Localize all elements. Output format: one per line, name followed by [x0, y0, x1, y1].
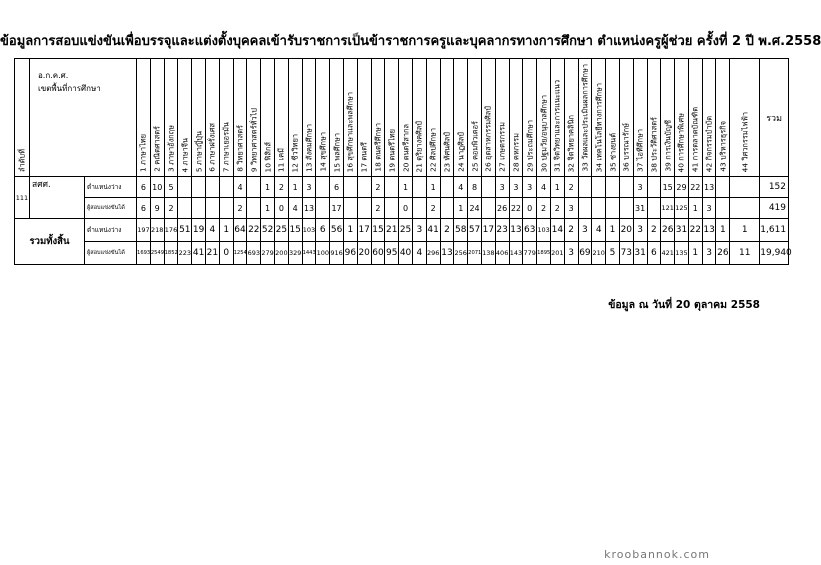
- value-cell: [481, 198, 495, 219]
- value-cell: [385, 177, 399, 198]
- value-cell: 25: [399, 219, 413, 242]
- row-label: ตำแหน่งว่าง: [85, 219, 137, 242]
- value-cell: 3: [578, 219, 592, 242]
- subject-header: 6 ภาษาฝรั่งเศส: [206, 59, 220, 177]
- value-cell: 1: [426, 177, 440, 198]
- value-cell: 73: [619, 242, 633, 265]
- value-cell: 138: [481, 242, 495, 265]
- value-cell: 13: [702, 219, 716, 242]
- row-label: ผู้สอบแข่งขันได้: [85, 198, 137, 219]
- value-cell: 2: [564, 219, 578, 242]
- value-cell: [578, 177, 592, 198]
- value-cell: 52: [261, 219, 275, 242]
- value-cell: [192, 177, 206, 198]
- subject-header: 11 เคมี: [274, 59, 288, 177]
- value-cell: 103: [302, 219, 316, 242]
- value-cell: [716, 198, 730, 219]
- value-cell: 3: [702, 198, 716, 219]
- value-cell: [592, 177, 606, 198]
- subject-header: 43 บริหารธุรกิจ: [716, 59, 730, 177]
- subject-header: 37 ไอทีศึกษา: [633, 59, 647, 177]
- value-cell: 21: [206, 242, 220, 265]
- subject-header: 4 ภาษาจีน: [178, 59, 192, 177]
- value-cell: 4: [412, 242, 426, 265]
- value-cell: [619, 198, 633, 219]
- value-cell: 14: [550, 219, 564, 242]
- value-cell: 3: [509, 177, 523, 198]
- value-cell: [178, 198, 192, 219]
- value-cell: 1895: [537, 242, 551, 265]
- value-cell: 223: [178, 242, 192, 265]
- value-cell: [178, 177, 192, 198]
- value-cell: 15: [371, 219, 385, 242]
- value-cell: 210: [592, 242, 606, 265]
- value-cell: [730, 177, 760, 198]
- subject-header: 35 ช่างยนต์: [606, 59, 620, 177]
- value-cell: 3: [302, 177, 316, 198]
- value-cell: 41: [426, 219, 440, 242]
- value-cell: [247, 198, 261, 219]
- area-name: สศศ.: [30, 177, 85, 219]
- value-cell: 0: [399, 198, 413, 219]
- subject-header: 8 วิทยาศาสตร์: [233, 59, 247, 177]
- value-cell: 3: [412, 219, 426, 242]
- value-cell: 100: [316, 242, 330, 265]
- value-cell: 25: [274, 219, 288, 242]
- value-cell: 1: [288, 177, 302, 198]
- subject-header: 31 จิตวิทยาและการแนะแนว: [550, 59, 564, 177]
- subject-header: 26 อุตสาหกรรมศิลป์: [481, 59, 495, 177]
- value-cell: 2: [371, 198, 385, 219]
- value-cell: [730, 198, 760, 219]
- value-cell: 2: [233, 198, 247, 219]
- value-cell: [412, 177, 426, 198]
- value-cell: 201: [550, 242, 564, 265]
- value-cell: 5: [606, 242, 620, 265]
- value-cell: 1: [606, 219, 620, 242]
- value-cell: 2: [371, 177, 385, 198]
- value-cell: 51: [178, 219, 192, 242]
- value-cell: 125: [675, 198, 689, 219]
- value-cell: 3: [523, 177, 537, 198]
- value-cell: 17: [357, 219, 371, 242]
- value-cell: 13: [702, 177, 716, 198]
- value-cell: 0: [523, 198, 537, 219]
- value-cell: 57: [468, 219, 482, 242]
- value-cell: [592, 198, 606, 219]
- value-cell: [206, 177, 220, 198]
- value-cell: 279: [261, 242, 275, 265]
- value-cell: 10: [150, 177, 164, 198]
- subject-header: 42 กิจกรรมบำบัด: [702, 59, 716, 177]
- value-cell: 1: [399, 177, 413, 198]
- value-cell: [316, 198, 330, 219]
- value-cell: 20: [357, 242, 371, 265]
- value-cell: 1: [454, 198, 468, 219]
- value-cell: 693: [247, 242, 261, 265]
- value-cell: 3: [495, 177, 509, 198]
- subject-header: 23 ทัศนศิลป์: [440, 59, 454, 177]
- value-cell: 22: [247, 219, 261, 242]
- value-cell: 3: [633, 219, 647, 242]
- subject-header: 9 วิทยาศาสตร์ทั่วไป: [247, 59, 261, 177]
- value-cell: 17: [330, 198, 344, 219]
- value-cell: 1: [261, 177, 275, 198]
- subject-header: 15 พลศึกษา: [330, 59, 344, 177]
- value-cell: 6: [316, 219, 330, 242]
- subject-header: 25 คอมพิวเตอร์: [468, 59, 482, 177]
- value-cell: [357, 198, 371, 219]
- value-cell: 135: [675, 242, 689, 265]
- value-cell: 6: [137, 198, 151, 219]
- row-label: ผู้สอบแข่งขันได้: [85, 242, 137, 265]
- subject-header: 34 เทคโนโลยีทางการศึกษา: [592, 59, 606, 177]
- value-cell: 2549: [150, 242, 164, 265]
- document-title: ข้อมูลการสอบแข่งขันเพื่อบรรจุและแต่งตั้งบุคคลเข้ารับราชการเป็นข้าราชการครูและบุคลากรทางการศึกษา ตำแหน่งครูผู้ช่วย ครั้งที่ 2 ปี พ.ศ.2558: [0, 34, 821, 49]
- value-cell: 15: [288, 219, 302, 242]
- value-cell: 2: [564, 177, 578, 198]
- value-cell: 6: [137, 177, 151, 198]
- value-cell: 1: [730, 219, 760, 242]
- value-cell: [316, 177, 330, 198]
- value-cell: 3: [633, 177, 647, 198]
- value-cell: 4: [288, 198, 302, 219]
- value-cell: 22: [688, 177, 702, 198]
- subject-header: 20 ดนตรีสากล: [399, 59, 413, 177]
- value-cell: 26: [716, 242, 730, 265]
- value-cell: 1: [688, 242, 702, 265]
- value-cell: 19: [192, 219, 206, 242]
- data-date-note: ข้อมูล ณ วันที่ 20 ตุลาคม 2558: [608, 299, 760, 311]
- value-cell: 22: [509, 198, 523, 219]
- value-cell: 41: [192, 242, 206, 265]
- value-cell: 779: [523, 242, 537, 265]
- value-cell: 6: [330, 177, 344, 198]
- header-no: ลำดับที่: [15, 59, 30, 177]
- subject-header: 39 การเงินบัญชี: [661, 59, 675, 177]
- value-cell: [385, 198, 399, 219]
- value-cell: 11: [730, 242, 760, 265]
- value-cell: 1852: [164, 242, 178, 265]
- value-cell: 9: [150, 198, 164, 219]
- table-row: [15, 242, 789, 265]
- value-cell: 200: [274, 242, 288, 265]
- value-cell: 22: [688, 219, 702, 242]
- value-cell: 3: [702, 242, 716, 265]
- row-total: 152: [760, 177, 789, 198]
- subject-header: 30 ปฐมวัย/อนุบาลศึกษา: [537, 59, 551, 177]
- value-cell: 1: [716, 219, 730, 242]
- row-number: 111: [15, 177, 30, 219]
- value-cell: 3: [564, 242, 578, 265]
- table-row: [15, 198, 789, 219]
- value-cell: 29: [675, 177, 689, 198]
- value-cell: 4: [537, 177, 551, 198]
- value-cell: [357, 177, 371, 198]
- subject-header: 3 ภาษาอังกฤษ: [164, 59, 178, 177]
- value-cell: 0: [274, 198, 288, 219]
- value-cell: 2: [164, 198, 178, 219]
- value-cell: 256: [454, 242, 468, 265]
- subject-header: 10 ฟิสิกส์: [261, 59, 275, 177]
- value-cell: 13: [509, 219, 523, 242]
- value-cell: 0: [219, 242, 233, 265]
- value-cell: 4: [206, 219, 220, 242]
- value-cell: 40: [399, 242, 413, 265]
- value-cell: 58: [454, 219, 468, 242]
- value-cell: 31: [633, 198, 647, 219]
- subject-header: 16 สุขศึกษาและพลศึกษา: [343, 59, 357, 177]
- value-cell: 23: [495, 219, 509, 242]
- watermark: kroobannok.com: [604, 548, 710, 561]
- header-area: อ.ก.ค.ศ. เขตพื้นที่การศึกษา: [30, 59, 137, 177]
- table-row: [15, 219, 789, 242]
- value-cell: 24: [468, 198, 482, 219]
- subject-header: 21 ดุริยางคศิลป์: [412, 59, 426, 177]
- value-cell: 197: [137, 219, 151, 242]
- value-cell: [440, 177, 454, 198]
- subject-header: 33 วัดผลและประเมินผลการศึกษา: [578, 59, 592, 177]
- row-label: ตำแหน่งว่าง: [85, 177, 137, 198]
- header-total: รวม: [760, 59, 789, 177]
- subject-header: 22 ศิลปศึกษา: [426, 59, 440, 177]
- value-cell: 95: [385, 242, 399, 265]
- value-cell: [578, 198, 592, 219]
- value-cell: 5: [164, 177, 178, 198]
- value-cell: 1: [219, 219, 233, 242]
- value-cell: [343, 198, 357, 219]
- value-cell: 3: [564, 198, 578, 219]
- subject-header: 29 ประถมศึกษา: [523, 59, 537, 177]
- value-cell: 2071: [468, 242, 482, 265]
- value-cell: 69: [578, 242, 592, 265]
- value-cell: [481, 177, 495, 198]
- value-cell: 1: [261, 198, 275, 219]
- subject-header: 13 สังคมศึกษา: [302, 59, 316, 177]
- value-cell: [606, 198, 620, 219]
- value-cell: 4: [592, 219, 606, 242]
- value-cell: 406: [495, 242, 509, 265]
- subject-header: 18 ดนตรีศึกษา: [371, 59, 385, 177]
- value-cell: 143: [509, 242, 523, 265]
- value-cell: 31: [675, 219, 689, 242]
- value-cell: 17: [481, 219, 495, 242]
- subject-header: 7 ภาษาเยอรมัน: [219, 59, 233, 177]
- row-total: 1,611: [760, 219, 789, 242]
- value-cell: 1: [688, 198, 702, 219]
- value-cell: 421: [661, 242, 675, 265]
- value-cell: [716, 177, 730, 198]
- header-row: [15, 59, 789, 177]
- value-cell: 31: [633, 242, 647, 265]
- value-cell: [247, 177, 261, 198]
- value-cell: 63: [523, 219, 537, 242]
- row-total: 419: [760, 198, 789, 219]
- value-cell: 4: [233, 177, 247, 198]
- value-cell: 2: [274, 177, 288, 198]
- value-cell: 20: [619, 219, 633, 242]
- value-cell: 2: [426, 198, 440, 219]
- value-cell: [647, 198, 661, 219]
- value-cell: 916: [330, 242, 344, 265]
- value-cell: 1693: [137, 242, 151, 265]
- value-cell: 1: [550, 177, 564, 198]
- subject-header: 1 ภาษาไทย: [137, 59, 151, 177]
- value-cell: 15: [661, 177, 675, 198]
- value-cell: [219, 198, 233, 219]
- value-cell: 64: [233, 219, 247, 242]
- value-cell: 2: [647, 219, 661, 242]
- subject-header: 24 นาฏศิลป์: [454, 59, 468, 177]
- value-cell: 218: [150, 219, 164, 242]
- subject-header: 41 การตลาดบัณฑิต: [688, 59, 702, 177]
- value-cell: [619, 177, 633, 198]
- value-cell: [647, 177, 661, 198]
- value-cell: [343, 177, 357, 198]
- subject-header: 19 ดนตรีไทย: [385, 59, 399, 177]
- value-cell: 176: [164, 219, 178, 242]
- table-row: [15, 177, 789, 198]
- exam-results-table: [14, 58, 792, 265]
- value-cell: 2: [550, 198, 564, 219]
- value-cell: 26: [495, 198, 509, 219]
- value-cell: [412, 198, 426, 219]
- value-cell: 329: [288, 242, 302, 265]
- value-cell: [219, 177, 233, 198]
- value-cell: [192, 198, 206, 219]
- row-total: 19,940: [760, 242, 789, 265]
- subject-header: 38 ประวัติศาสตร์: [647, 59, 661, 177]
- subject-header: 28 คหกรรม: [509, 59, 523, 177]
- subject-header: 12 ชีววิทยา: [288, 59, 302, 177]
- value-cell: 13: [440, 242, 454, 265]
- subject-header: 2 คณิตศาสตร์: [150, 59, 164, 177]
- subject-header: 27 เกษตรกรรม: [495, 59, 509, 177]
- value-cell: 1254: [233, 242, 247, 265]
- value-cell: 2: [440, 219, 454, 242]
- grand-total-label: รวมทั้งสิ้น: [15, 219, 85, 265]
- value-cell: 1: [343, 219, 357, 242]
- value-cell: 21: [385, 219, 399, 242]
- subject-header: 32 จิตวิทยาคลินิก: [564, 59, 578, 177]
- subject-header: 5 ภาษาญี่ปุ่น: [192, 59, 206, 177]
- value-cell: 60: [371, 242, 385, 265]
- value-cell: 6: [647, 242, 661, 265]
- subject-header: 14 สุขศึกษา: [316, 59, 330, 177]
- value-cell: [440, 198, 454, 219]
- subject-header: 17 ดนตรี: [357, 59, 371, 177]
- value-cell: 8: [468, 177, 482, 198]
- subject-header: 40 การศึกษาพิเศษ: [675, 59, 689, 177]
- value-cell: 26: [661, 219, 675, 242]
- value-cell: 296: [426, 242, 440, 265]
- value-cell: 4: [454, 177, 468, 198]
- subject-header: 44 วิศวกรรมไฟฟ้า: [730, 59, 760, 177]
- subject-header: 36 บรรณารักษ์: [619, 59, 633, 177]
- value-cell: [606, 177, 620, 198]
- value-cell: 13: [302, 198, 316, 219]
- value-cell: 1443: [302, 242, 316, 265]
- value-cell: 103: [537, 219, 551, 242]
- value-cell: [206, 198, 220, 219]
- value-cell: 56: [330, 219, 344, 242]
- value-cell: 2: [537, 198, 551, 219]
- value-cell: 96: [343, 242, 357, 265]
- value-cell: 121: [661, 198, 675, 219]
